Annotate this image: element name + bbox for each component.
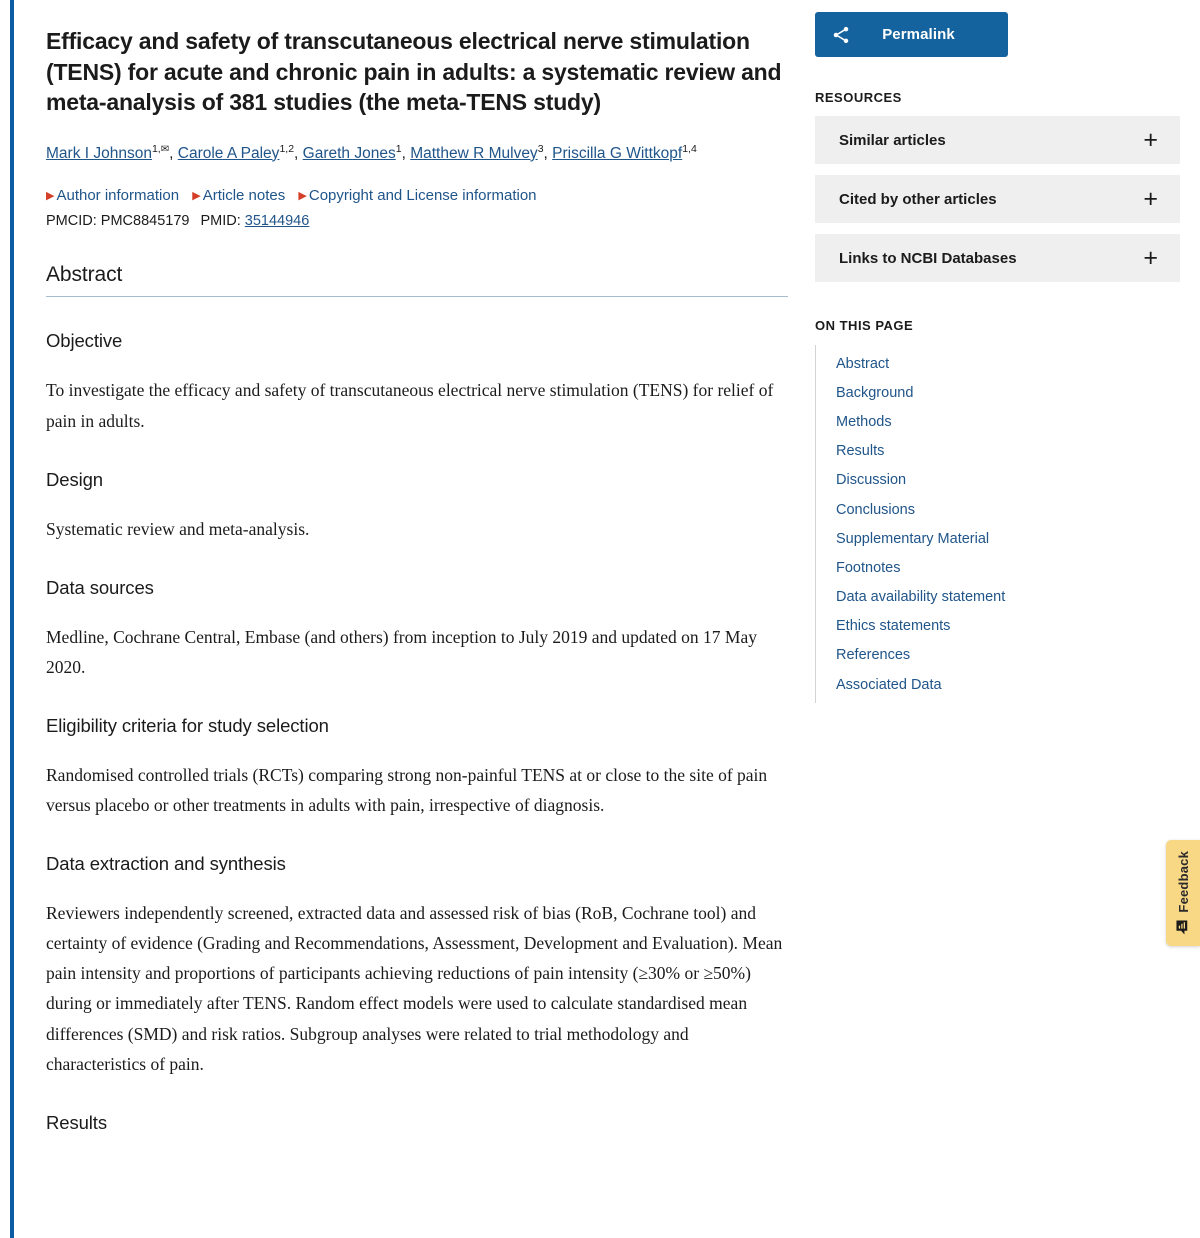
pmcid-label: PMCID:: [46, 213, 97, 230]
abstract-heading: Abstract: [46, 263, 788, 297]
pmcid-value: PMC8845179: [100, 213, 190, 230]
author-link-2[interactable]: Gareth Jones: [302, 144, 396, 162]
article-identifiers: [46, 213, 788, 229]
author-affiliation-1: 1,2: [279, 142, 295, 155]
list-item: [816, 378, 1180, 407]
permalink-button-label: Permalink: [882, 26, 955, 43]
list-item: [816, 495, 1180, 524]
list-item: [816, 466, 1180, 495]
nav-link-supplementary-material[interactable]: Supplementary Material: [836, 530, 990, 547]
plus-icon: +: [1143, 184, 1158, 213]
accordion-label: Similar articles: [839, 131, 946, 149]
list-item: [816, 349, 1180, 378]
author-information-link[interactable]: ▶ Author information: [46, 186, 180, 204]
nav-link-background[interactable]: Background: [836, 384, 914, 401]
abstract-subheading-data-extraction: Data extraction and synthesis: [46, 853, 286, 875]
abstract-subheading-eligibility: Eligibility criteria for study selection: [46, 714, 329, 736]
abstract-subheading-data-sources: Data sources: [46, 576, 154, 598]
abstract-paragraph-design: Systematic review and meta-analysis.: [46, 518, 310, 539]
chart-bar-icon: [1176, 920, 1191, 935]
article-sidebar: [815, 12, 1180, 703]
page-title: Efficacy and safety of transcutaneous electrical nerve stimulation (TENS) for acute and chronic pain in adults: a systematic review and meta-analysis of 381 studies (the meta-TENS study): [46, 28, 782, 116]
copyright-license-link[interactable]: ▶ Copyright and License information: [298, 186, 537, 204]
abstract-subheading-results: Results: [46, 1111, 107, 1133]
list-item: [816, 612, 1180, 641]
feedback-tab[interactable]: [1166, 840, 1200, 946]
list-item: [816, 641, 1180, 670]
author-affiliation-4: 1,4: [682, 142, 697, 155]
article-main-column: [46, 26, 788, 1134]
author-link-0[interactable]: Mark I Johnson: [46, 144, 152, 162]
pmid-label: PMID:: [200, 213, 241, 230]
list-item: [816, 583, 1180, 612]
envelope-icon: ✉: [160, 143, 170, 155]
list-item: [816, 524, 1180, 553]
nav-link-conclusions[interactable]: Conclusions: [836, 501, 915, 518]
resources-heading: RESOURCES: [815, 90, 902, 105]
abstract-subheading-design: Design: [46, 468, 103, 490]
author-affiliation-3: 3: [537, 142, 544, 155]
abstract-subheading-objective: Objective: [46, 330, 123, 352]
list-item: [816, 553, 1180, 582]
article-notes-link[interactable]: ▶ Article notes: [192, 186, 286, 204]
pmid-link[interactable]: 35144946: [244, 213, 310, 230]
triangle-right-icon: ▶: [298, 189, 307, 202]
plus-icon: +: [1143, 125, 1158, 154]
nav-link-footnotes[interactable]: Footnotes: [836, 559, 901, 576]
abstract-paragraph-objective: To investigate the efficacy and safety of transcutaneous electrical nerve stimulation (TENS) for relief of pain in adults.: [46, 380, 774, 431]
permalink-button[interactable]: [815, 12, 1008, 57]
author-affiliation-2: 1: [395, 142, 402, 155]
on-this-page-nav: [815, 345, 1180, 703]
author-list: Mark I Johnson$^{1,✉}$, Carole A Paley$^{1,2}$, Gareth Jones$^1$, Matthew R Mulvey$^3$, Priscilla G Wittkopf$^{1,4}$: [46, 142, 697, 162]
author-affiliation-0: 1,✉: [151, 142, 170, 155]
accordion-similar-articles[interactable]: [815, 116, 1180, 164]
nav-link-methods[interactable]: Methods: [836, 413, 892, 430]
nav-link-ethics-statements[interactable]: Ethics statements: [836, 618, 951, 635]
nav-link-references[interactable]: References: [836, 647, 911, 664]
list-item: [816, 407, 1180, 436]
plus-icon: +: [1143, 243, 1158, 272]
triangle-right-icon: ▶: [46, 189, 55, 202]
abstract-paragraph-data-extraction: Reviewers independently screened, extracted data and assessed risk of bias (RoB, Cochrane tool) and certainty of evidence (Grading and Recommendations, Assessment, Development and Evaluation). Mean pain intensity and proportions of participants achieving reductions of pain intensity (≥30% or ≥50%) during or immediately after TENS. Random effect models were used to calculate standardised mean differences (SMD) and risk ratios. Subgroup analyses were related to trial methodology and characteristics of pain.: [46, 903, 783, 1074]
nav-link-abstract[interactable]: Abstract: [836, 355, 890, 372]
abstract-paragraph-data-sources: Medline, Cochrane Central, Embase (and others) from inception to July 2019 and updated on 17 May 2020.: [46, 626, 758, 677]
author-link-4[interactable]: Priscilla G Wittkopf: [552, 144, 683, 162]
author-link-3[interactable]: Matthew R Mulvey: [410, 144, 538, 162]
accordion-label: Links to NCBI Databases: [839, 249, 1017, 267]
article-meta-links: [46, 185, 788, 208]
list-item: [816, 437, 1180, 466]
share-icon: [831, 25, 851, 45]
accordion-label: Cited by other articles: [839, 190, 997, 208]
list-item: [816, 670, 1180, 699]
on-this-page-heading: ON THIS PAGE: [815, 318, 914, 333]
abstract-paragraph-eligibility: Randomised controlled trials (RCTs) comparing strong non-painful TENS at or close to the site of pain versus placebo or other treatments in adults with pain, irrespective of diagnosis.: [46, 764, 768, 816]
accordion-links-to-ncbi-databases[interactable]: [815, 234, 1180, 282]
triangle-right-icon: ▶: [192, 189, 201, 202]
nav-link-associated-data[interactable]: Associated Data: [836, 676, 942, 693]
nav-link-discussion[interactable]: Discussion: [836, 472, 907, 489]
nav-link-data-availability-statement[interactable]: Data availability statement: [836, 589, 1006, 606]
accordion-cited-by-other-articles[interactable]: [815, 175, 1180, 223]
left-accent-rail: [10, 0, 14, 1238]
author-link-1[interactable]: Carole A Paley: [177, 144, 280, 162]
nav-link-results[interactable]: Results: [836, 443, 885, 460]
feedback-tab-label: Feedback: [1175, 851, 1191, 913]
